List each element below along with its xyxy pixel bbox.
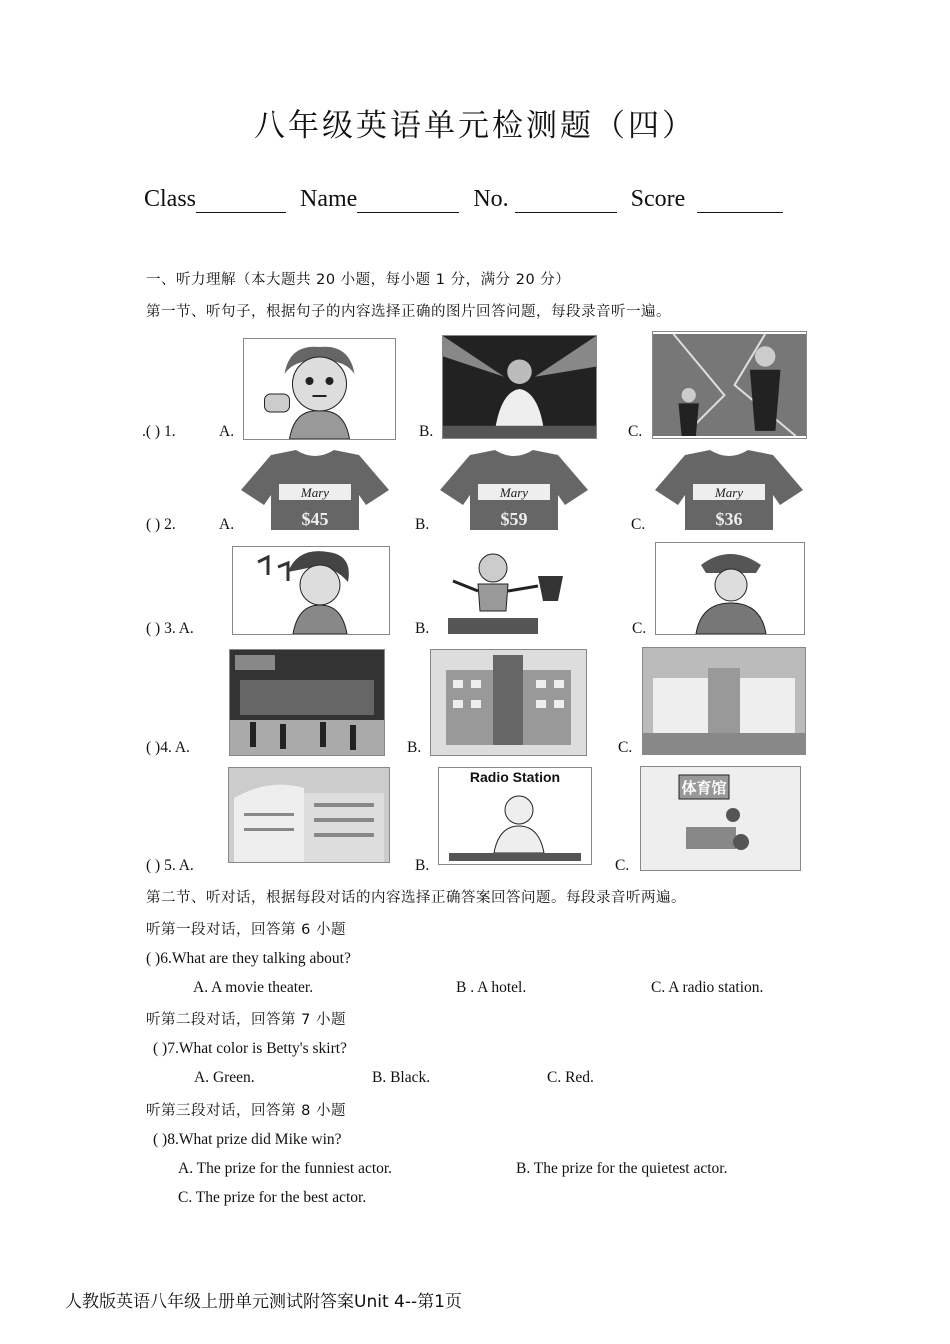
q2-b-price: $59	[500, 509, 528, 529]
q2-option-c: C.	[631, 516, 646, 533]
q2-a-brand: Mary	[300, 485, 330, 500]
q7-option-a: A. Green.	[194, 1069, 255, 1086]
q3-number-and-a: ( ) 3. A.	[146, 620, 194, 637]
q1-number: .( ) 1.	[142, 423, 176, 440]
q1-image-c-dancers-photo	[652, 331, 807, 439]
q7-option-b: B. Black.	[372, 1069, 431, 1086]
q5-option-b: B.	[415, 857, 430, 874]
no-blank[interactable]	[515, 186, 617, 213]
q1-option-c: C.	[628, 423, 643, 440]
q1-option-a: A.	[219, 423, 235, 440]
q2-option-b: B.	[415, 516, 430, 533]
q3-option-b: B.	[415, 620, 430, 637]
q6-stem: ( )6.What are they talking about?	[146, 950, 351, 967]
q5-option-c: C.	[615, 857, 630, 874]
q6-option-a: A. A movie theater.	[193, 979, 314, 996]
dialog1-instruction: 听第一段对话，回答第 6 小题	[146, 922, 346, 938]
section1-heading: 一、听力理解（本大题共 20 小题，每小题 1 分，满分 20 分）	[146, 272, 571, 288]
q8-option-c: C. The prize for the best actor.	[178, 1189, 367, 1206]
q8-option-a: A. The prize for the funniest actor.	[178, 1160, 393, 1177]
no-label: No.	[473, 186, 509, 212]
q2-number: ( ) 2.	[146, 516, 176, 533]
q5-b-radio-sign: Radio Station	[469, 769, 561, 785]
q2-option-a: A.	[219, 516, 235, 533]
q6-option-c: C. A radio station.	[651, 979, 764, 996]
part2-instructions: 第二节、听对话，根据每段对话的内容选择正确答案回答问题。每段录音听两遍。	[146, 890, 686, 906]
q1-image-b-singer-photo	[442, 335, 597, 439]
q2-image-b-sweater	[440, 450, 588, 530]
q4-option-b: B.	[407, 739, 422, 756]
q3-image-a-singing-man	[232, 546, 390, 635]
q3-option-c: C.	[632, 620, 647, 637]
q6-option-b: B . A hotel.	[456, 979, 527, 996]
q5-image-a-hospital-photo	[228, 767, 390, 863]
name-blank[interactable]	[357, 186, 459, 213]
dialog3-instruction: 听第三段对话，回答第 8 小题	[146, 1103, 346, 1119]
score-label: Score	[630, 186, 686, 212]
name-label: Name	[300, 186, 358, 212]
q5-number-and-a: ( ) 5. A.	[146, 857, 194, 874]
student-info-line	[144, 186, 791, 213]
q2-c-brand: Mary	[714, 485, 744, 500]
q4-number-and-a: ( )4. A.	[146, 739, 190, 756]
q4-image-a-cinema-photo	[229, 649, 385, 756]
q5-image-b-radio-station	[438, 767, 592, 865]
q2-c-price: $36	[715, 509, 743, 529]
q2-a-price: $45	[301, 509, 329, 529]
q3-image-b-magician-boy	[438, 546, 588, 634]
class-blank[interactable]	[196, 186, 286, 213]
q7-stem: ( )7.What color is Betty's skirt?	[153, 1040, 347, 1057]
q2-image-a-sweater	[241, 450, 389, 530]
q2-image-c-sweater	[655, 450, 803, 530]
part1-instructions: 第一节、听句子，根据句子的内容选择正确的图片回答问题，每段录音听一遍。	[146, 304, 671, 320]
q5-image-c-gym	[640, 766, 801, 871]
q4-option-c: C.	[618, 739, 633, 756]
q8-stem: ( )8.What prize did Mike win?	[153, 1131, 342, 1148]
q2-b-brand: Mary	[499, 485, 529, 500]
score-blank[interactable]	[697, 186, 783, 213]
q4-image-c-library-photo	[642, 647, 806, 755]
q5-c-gym-sign: 体育馆	[681, 779, 727, 797]
q4-image-b-hotel-photo	[430, 649, 587, 756]
page-footer: 人教版英语八年级上册单元测试附答案Unit 4--第1页	[65, 1292, 462, 1312]
q7-option-c: C. Red.	[547, 1069, 594, 1086]
q1-option-b: B.	[419, 423, 434, 440]
q3-image-c-policeman	[655, 542, 805, 635]
dialog2-instruction: 听第二段对话，回答第 7 小题	[146, 1012, 346, 1028]
q1-image-a-cartoon-boy	[243, 338, 396, 440]
q8-option-b: B. The prize for the quietest actor.	[516, 1160, 728, 1177]
page-title: 八年级英语单元检测题（四）	[254, 108, 696, 144]
class-label: Class	[144, 186, 197, 212]
